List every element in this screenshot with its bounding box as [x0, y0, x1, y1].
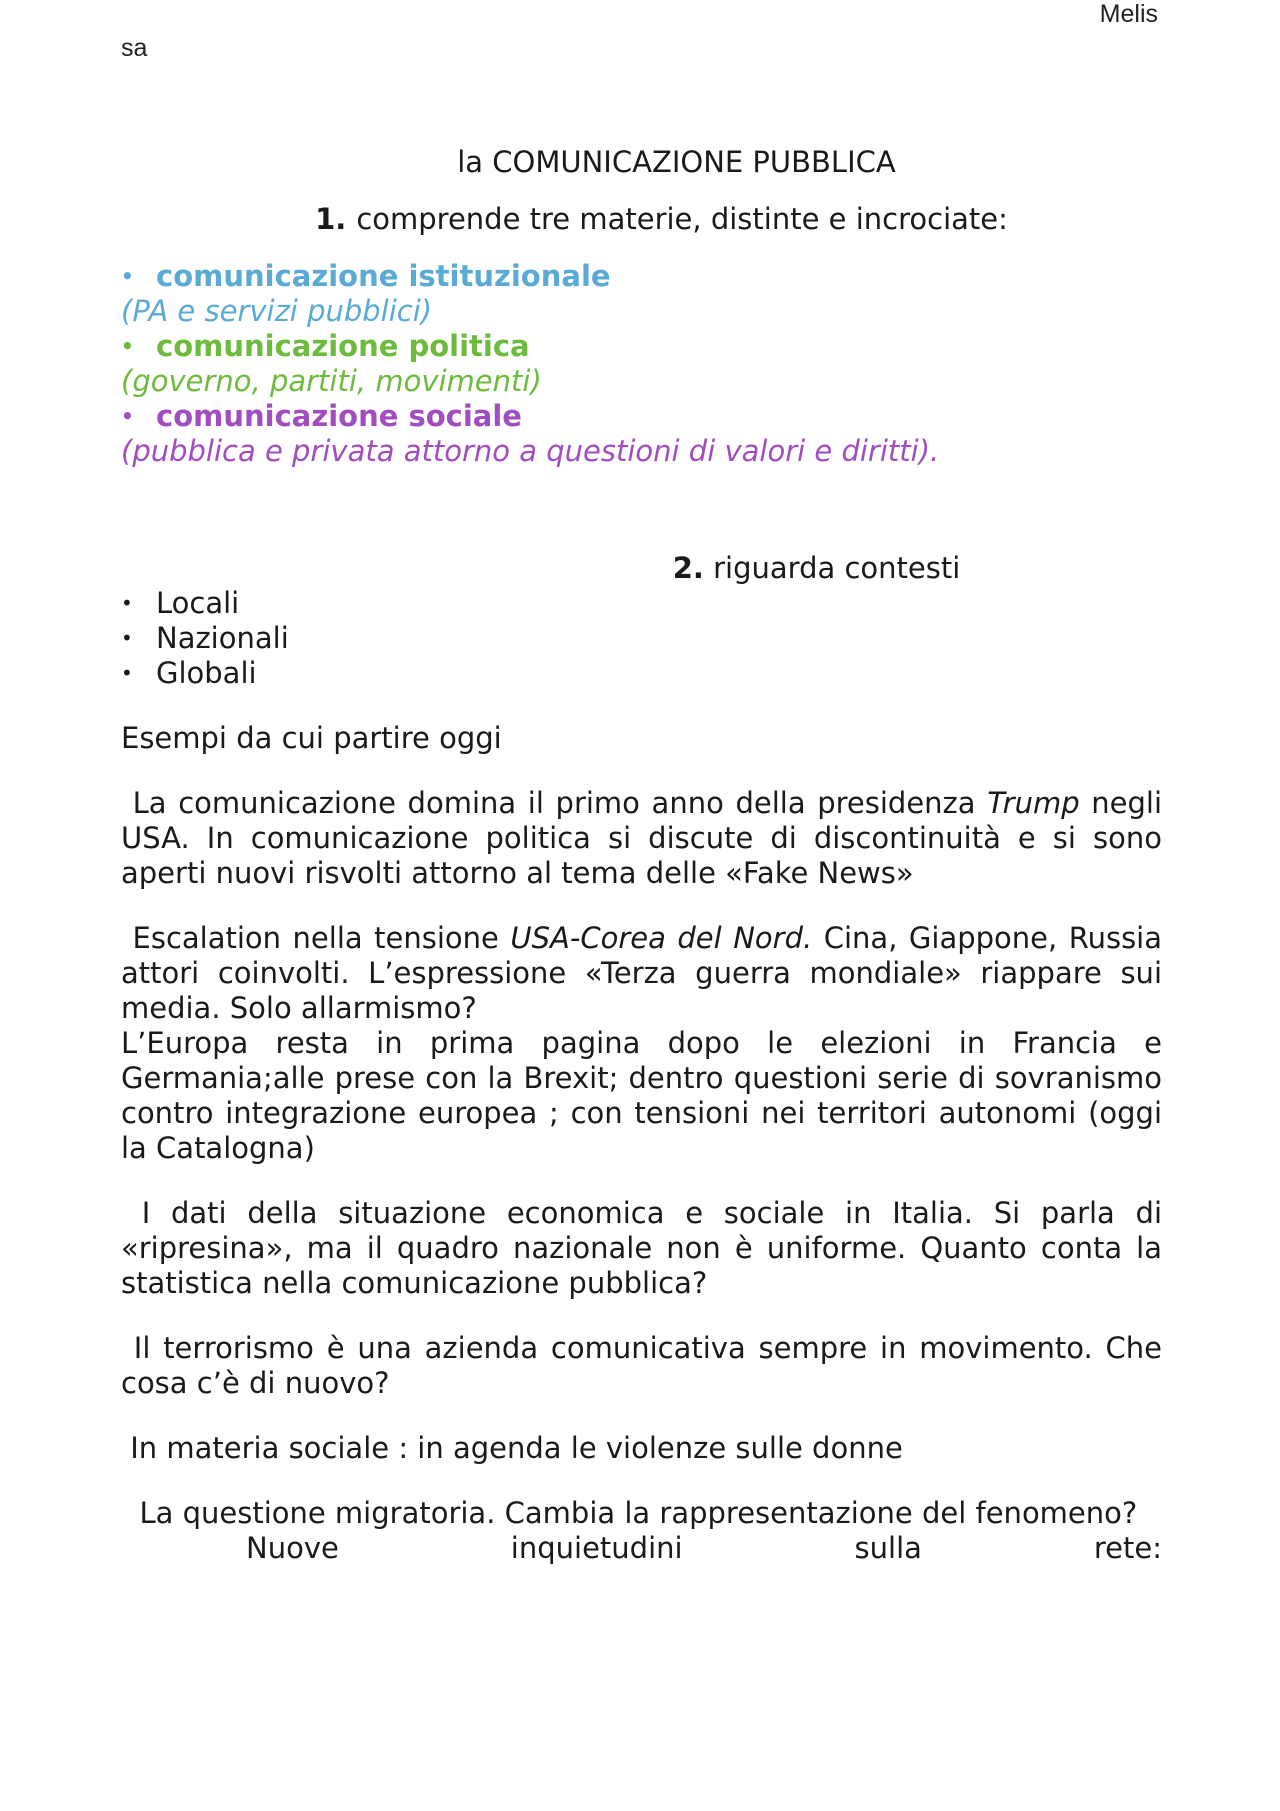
list-item-sociale: • comunicazione sociale	[121, 399, 1162, 434]
paragraph-corea: Escalation nella tensione USA-Corea del Nord. Cina, Giappone, Russia attori coinvolti. L’espressione «Terza guerra mondiale» riappare sui media. Solo allarmismo?	[121, 921, 1163, 1025]
page-title: la COMUNICAZIONE PUBBLICA	[457, 145, 896, 179]
list-item-istituzionale-detail: (PA e servizi pubblici)	[121, 294, 433, 328]
paragraph-europa: L’Europa resta in prima pagina dopo le elezioni in Francia e Germania;alle prese con la Brexit; dentro questioni serie di sovranismo contro integrazione europea ; con tensioni nei territori autonomi (oggi la Catalogna)	[121, 1026, 1162, 1165]
section-2-number: 2.	[672, 551, 704, 585]
list-item-politica: • comunicazione politica	[121, 329, 1162, 364]
paragraph-sociale: In materia sociale : in agenda le violenze sulle donne	[130, 1431, 903, 1465]
section-1-list	[121, 259, 1162, 469]
examples-heading: Esempi da cui partire oggi	[121, 721, 502, 755]
list-item-nazionali: • Nazionali	[121, 621, 1162, 656]
paragraph-italia: I dati della situazione economica e sociale in Italia. Si parla di «ripresina», ma il quadro nazionale non è uniforme. Quanto conta la statistica nella comunicazione pubblica?	[121, 1196, 1163, 1300]
section-1-heading-text: comprende tre materie, distinte e incrociate:	[356, 202, 1008, 236]
list-item-globali: • Globali	[121, 656, 1162, 691]
emphasis-trump: Trump	[987, 786, 1080, 820]
paragraph-rete: Nuove inquietudini sulla rete:	[246, 1531, 1162, 1565]
paragraph-migrazione: La questione migratoria. Cambia la rappresentazione del fenomeno?	[139, 1496, 1138, 1530]
list-item-sociale-detail: (pubblica e privata attorno a questioni di valori e diritti).	[121, 434, 940, 468]
document-body	[121, 145, 1162, 1566]
paragraph-terrorismo: Il terrorismo è una azienda comunicativa sempre in movimento. Che cosa c’è di nuovo?	[121, 1331, 1162, 1400]
header-author: Melis	[1099, 0, 1158, 28]
list-item-locali: • Locali	[121, 586, 1162, 621]
paragraph-trump: La comunicazione domina il primo anno della presidenza Trump negli USA. In comunicazione politica si discute di discontinuità e si sono aperti nuovi risvolti attorno al tema delle «Fake News»	[121, 786, 1163, 890]
list-item-politica-detail: (governo, partiti, movimenti)	[121, 364, 542, 398]
section-2-list	[121, 586, 1162, 691]
section-2-heading-text: riguarda contesti	[713, 551, 961, 585]
section-1-heading	[121, 202, 1162, 237]
list-item-istituzionale: • comunicazione istituzionale	[121, 259, 1162, 294]
section-2-heading	[121, 551, 1162, 586]
header-author-fragment: sa	[121, 34, 148, 62]
section-1-number: 1.	[315, 202, 347, 236]
emphasis-usa-corea: USA-Corea del Nord.	[510, 921, 813, 955]
